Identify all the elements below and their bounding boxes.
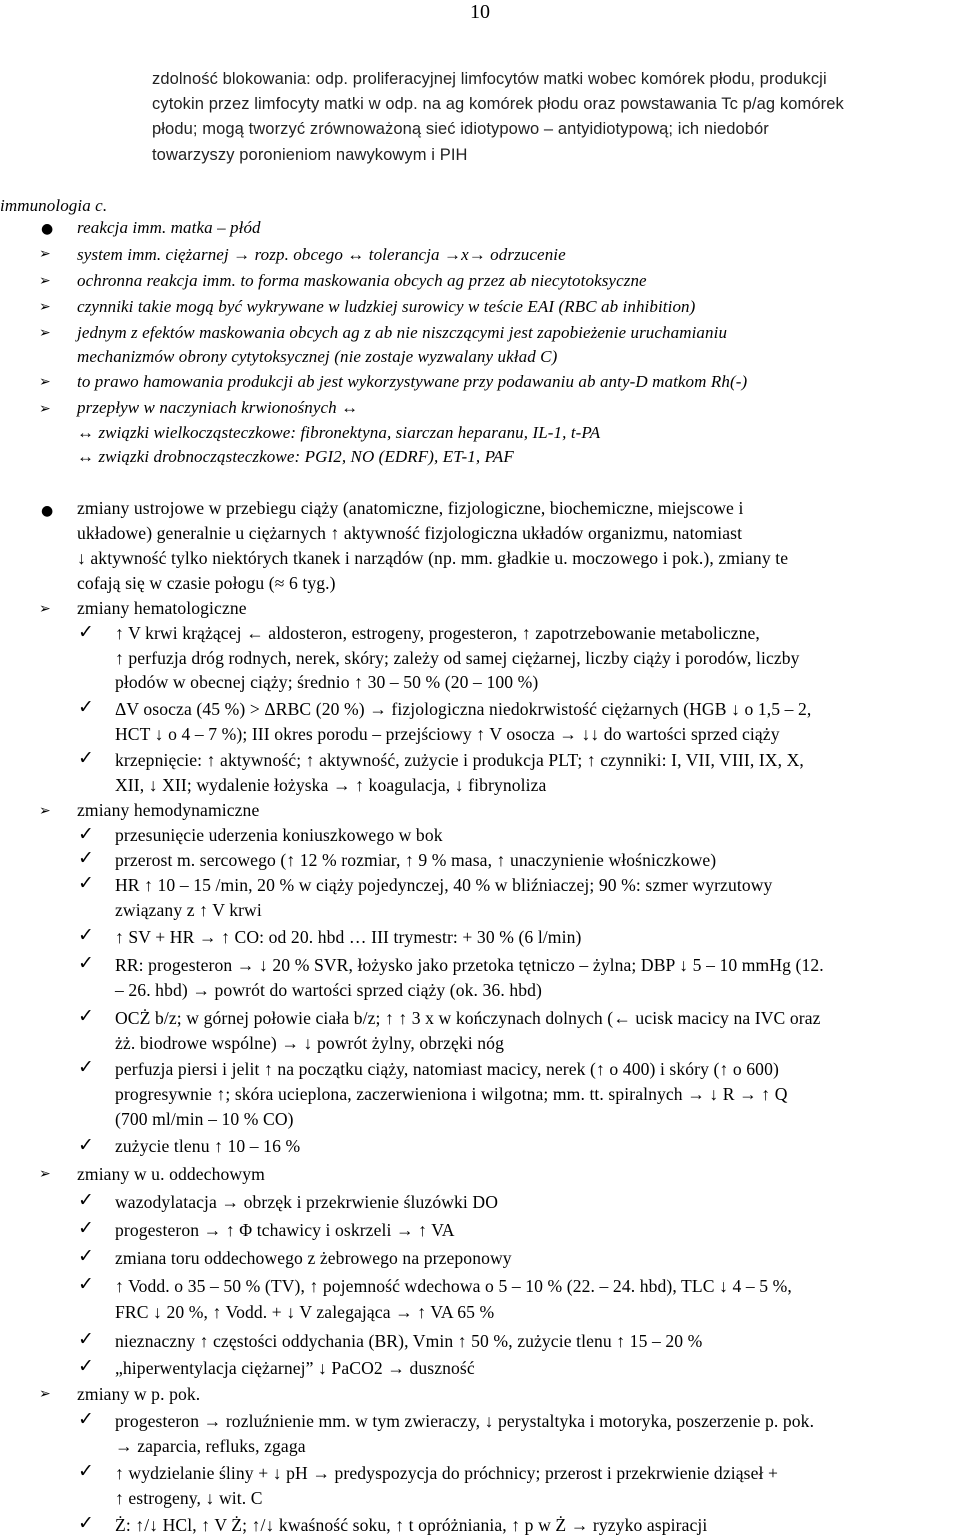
body-line-31: ↑ Vodd. o 35 – 50 % (TV), ↑ pojemność wdechowa o 5 – 10 % (22. – 24. hbd), TLC ↓ 4 – 5 %, [115, 1276, 792, 1296]
italic-line-2: system imm. ciężarnej → rozp. obcego ↔ tolerancja →x→ odrzucenie [77, 245, 566, 264]
checkmark-icon: ✓ [78, 621, 94, 643]
body-line-24: progresywnie ↑; skóra ucieplona, zaczerwieniona i wilgotna; mm. tt. spiralnych → ↓ R → ↑ Q [115, 1084, 788, 1104]
body-line-5: zmiany hematologiczne [77, 598, 247, 618]
checkmark-icon: ✓ [78, 1408, 94, 1430]
arrow-bullet-icon: ➢ [39, 1386, 51, 1402]
body-line-35: zmiany w p. pok. [77, 1384, 201, 1404]
italic-line-6: mechanizmów obrony cytytoksycznej (nie zostaje wyzwalany układ C) [77, 347, 558, 366]
body-line-6: ↑ V krwi krążącej ← aldosteron, estrogeny, progesteron, ↑ zapotrzebowanie metaboliczne, [115, 623, 760, 643]
body-line-27: zmiany w u. oddechowym [77, 1164, 265, 1184]
checkmark-icon: ✓ [78, 1005, 94, 1027]
body-line-26: zużycie tlenu ↑ 10 – 16 % [115, 1136, 301, 1156]
body-line-17: związany z ↑ V krwi [115, 900, 262, 920]
body-line-28: wazodylatacja → obrzęk i przekrwienie śluzówki DO [115, 1192, 499, 1212]
body-line-18: ↑ SV + HR → ↑ CO: od 20. hbd … III trymestr: + 30 % (6 l/min) [115, 927, 582, 947]
body-line-39: ↑ estrogeny, ↓ wit. C [115, 1488, 263, 1508]
checkmark-icon: ✓ [78, 1512, 94, 1534]
arrow-bullet-icon: ➢ [39, 1166, 51, 1182]
italic-line-4: czynniki takie mogą być wykrywane w ludzkiej surowicy w teście EAI (RBC ab inhibition) [77, 297, 696, 316]
checkmark-icon: ✓ [78, 952, 94, 974]
body-line-11: krzepnięcie: ↑ aktywność; ↑ aktywność, zużycie i produkcja PLT; ↑ czynniki: I, VII, VIII, IX, X, [115, 750, 804, 770]
body-line-36: progesteron → rozluźnienie mm. w tym zwieraczy, ↓ perystaltyka i motoryka, poszerzenie p. pok. [115, 1411, 815, 1431]
italic-line-10: ↔ związki drobnocząsteczkowe: PGI2, NO (EDRF), ET-1, PAF [77, 447, 514, 466]
italic-line-9: ↔ związki wielkocząsteczkowe: fibronektyna, siarczan heparanu, IL-1, t-PA [77, 423, 601, 442]
checkmark-icon: ✓ [78, 747, 94, 769]
checkmark-icon: ✓ [78, 1245, 94, 1267]
body-line-8: płodów w obecnej ciąży; średnio ↑ 30 – 50 % (20 – 100 %) [115, 672, 539, 692]
italic-line-3: ochronna reakcja imm. to forma maskowania obcych ag przez ab niecytotoksyczne [77, 271, 647, 290]
body-line-9: ΔV osocza (45 %) > ΔRBC (20 %) → fizjologiczna niedokrwistość ciężarnych (HGB ↓ o 1,5 – 2, [115, 699, 812, 719]
body-line-14: przesunięcie uderzenia koniuszkowego w bok [115, 825, 443, 845]
body-line-10: HCT ↓ o 4 – 7 %); III okres porodu – przejściowy ↑ V osocza → ↓↓ do wartości sprzed ciąży [115, 724, 780, 744]
arrow-bullet-icon: ➢ [39, 401, 51, 417]
body-line-7: ↑ perfuzja dróg rodnych, nerek, skóry; zależy od samej ciężarnej, liczby ciąży i porodów, liczby [115, 648, 800, 668]
checkmark-icon: ✓ [78, 847, 94, 869]
arrow-bullet-icon: ➢ [39, 601, 51, 617]
arrow-bullet-icon: ➢ [39, 246, 51, 262]
italic-line-8: przepływ w naczyniach krwionośnych ↔ [77, 398, 359, 417]
body-line-37: → zaparcia, refluks, zgaga [115, 1436, 306, 1456]
body-line-1: zmiany ustrojowe w przebiegu ciąży (anatomiczne, fizjologiczne, biochemiczne, miejscowe i [77, 498, 744, 518]
intro-line-2: cytokin przez limfocyty matki w odp. na ag komórek płodu oraz powstawania Tc p/ag komórek [152, 95, 844, 113]
checkmark-icon: ✓ [78, 696, 94, 718]
body-line-33: nieznaczny ↑ częstości oddychania (BR), Vmin ↑ 50 %, zużycie tlenu ↑ 15 – 20 % [115, 1331, 703, 1351]
body-line-20: – 26. hbd) → powrót do wartości sprzed ciąży (ok. 36. hbd) [115, 980, 542, 1000]
body-line-2: układowe) generalnie u ciężarnych ↑ aktywność fizjologiczna układów organizmu, natomiast [77, 523, 743, 543]
body-line-4: cofają się w czasie połogu (≈ 6 tyg.) [77, 573, 336, 593]
arrow-bullet-icon: ➢ [39, 325, 51, 341]
body-line-23: perfuzja piersi i jelit ↑ na początku ciąży, natomiast macicy, nerek (↑ o 400) i skóry (↑ o 600) [115, 1059, 779, 1079]
body-line-16: HR ↑ 10 – 15 /min, 20 % w ciąży pojedynczej, 40 % w bliźniaczej; 90 %: szmer wyrzutowy [115, 875, 773, 895]
body-line-22: żż. biodrowe wspólne) → ↓ powrót żylny, obrzęki nóg [115, 1033, 504, 1053]
body-line-12: XII, ↓ XII; wydalenie łożyska → ↑ koagulacja, ↓ fibrynoliza [115, 775, 547, 795]
checkmark-icon: ✓ [78, 872, 94, 894]
body-line-21: OCŻ b/z; w górnej połowie ciała b/z; ↑ ↑ 3 x w kończynach dolnych (← ucisk macicy na IVC oraz [115, 1008, 821, 1028]
arrow-bullet-icon: ➢ [39, 803, 51, 819]
italic-line-5: jednym z efektów maskowania obcych ag z ab nie niszczącymi jest zapobieżenie uruchamianiu [77, 323, 728, 342]
italic-line-7: to prawo hamowania produkcji ab jest wykorzystywane przy podawaniu ab anty-D matkom Rh(-) [77, 372, 748, 391]
page-number: 10 [470, 1, 490, 23]
body-line-15: przerost m. sercowego (↑ 12 % rozmiar, ↑ 9 % masa, ↑ unaczynienie włośniczkowe) [115, 850, 717, 870]
bullet-dot-icon: ● [41, 221, 54, 237]
body-line-19: RR: progesteron → ↓ 20 % SVR, łożysko jako przetoka tętniczo – żylna; DBP ↓ 5 – 10 mmHg (12. [115, 955, 824, 975]
body-line-34: „hiperwentylacja ciężarnej” ↓ PaCO2 → duszność [115, 1358, 475, 1378]
body-line-29: progesteron → ↑ Φ tchawicy i oskrzeli → ↑ VA [115, 1220, 455, 1240]
body-line-13: zmiany hemodynamiczne [77, 800, 260, 820]
checkmark-icon: ✓ [78, 1056, 94, 1078]
checkmark-icon: ✓ [78, 924, 94, 946]
checkmark-icon: ✓ [78, 1189, 94, 1211]
italic-line-1: reakcja imm. matka – płód [77, 218, 261, 237]
body-line-40: Ż: ↑/↓ HCl, ↑ V Ż; ↑/↓ kwaśność soku, ↑ t opróżniania, ↑ p w Ż → ryzyko aspiracji [115, 1515, 708, 1535]
body-line-32: FRC ↓ 20 %, ↑ Vodd. + ↓ V zalegająca → ↑ VA 65 % [115, 1302, 495, 1322]
body-line-3: ↓ aktywność tylko niektórych tkanek i narządów (np. mm. gładkie u. moczowego i pok.), zmiany te [77, 548, 789, 568]
checkmark-icon: ✓ [78, 823, 94, 845]
checkmark-icon: ✓ [78, 1460, 94, 1482]
arrow-bullet-icon: ➢ [39, 374, 51, 390]
arrow-bullet-icon: ➢ [39, 299, 51, 315]
checkmark-icon: ✓ [78, 1328, 94, 1350]
checkmark-icon: ✓ [78, 1134, 94, 1156]
checkmark-icon: ✓ [78, 1273, 94, 1295]
section-heading: immunologia c. [0, 196, 108, 215]
body-line-30: zmiana toru oddechowego z żebrowego na przeponowy [115, 1248, 512, 1268]
intro-line-3: płodu; mogą tworzyć zrównoważoną sieć idiotypowo – antyidiotypową; ich niedobór [152, 120, 769, 138]
checkmark-icon: ✓ [78, 1217, 94, 1239]
bullet-dot-icon: ● [41, 503, 54, 519]
checkmark-icon: ✓ [78, 1355, 94, 1377]
body-line-25: (700 ml/min – 10 % CO) [115, 1109, 294, 1129]
body-line-38: ↑ wydzielanie śliny + ↓ pH → predyspozycja do próchnicy; przerost i przekrwienie dziąseł + [115, 1463, 778, 1483]
intro-line-4: towarzyszy poronieniom nawykowym i PIH [152, 146, 468, 164]
arrow-bullet-icon: ➢ [39, 273, 51, 289]
intro-line-1: zdolność blokowania: odp. proliferacyjnej limfocytów matki wobec komórek płodu, produkcji [152, 70, 827, 88]
